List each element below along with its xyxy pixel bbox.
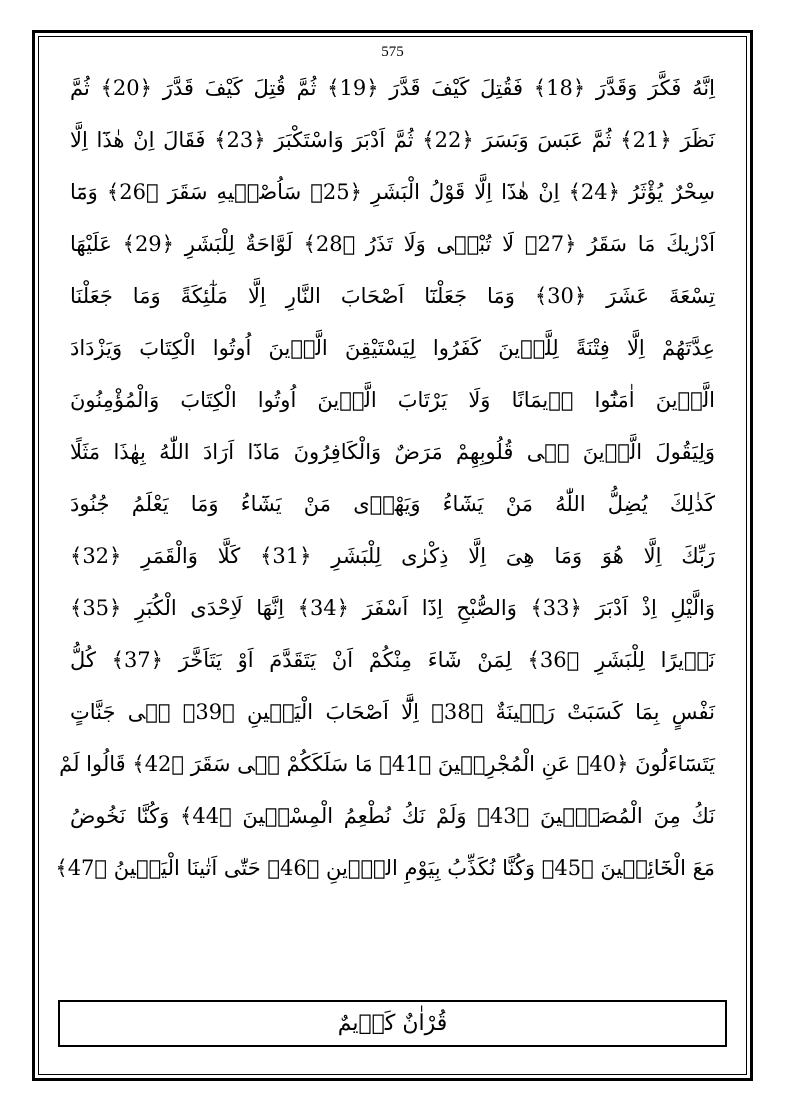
text-line-10: رَبِّكَ اِلَّا هُوَ وَمَا هِىَ اِلَّا ذِكْرٰى لِلْبَشَرِ ﴿31﴾ كَلَّا وَالْقَمَرِ ﴿32﴾ [70, 544, 716, 568]
text-line-5: تِسْعَةَ عَشَرَ ﴿30﴾ وَمَا جَعَلْنَٓا اَصْحَابَ النَّارِ اِلَّا مَلٰٓئِكَةً وَمَا جَعَلْنَا [70, 284, 715, 308]
text-line-16: مَعَ الْخَٓائِضٖينَ ﴿45﴾ وَكُنَّا نُكَذِّبُ بِيَوْمِ الدّٖينِ ﴿46﴾ حَتّٰى اَتٰينَا الْيَقٖينُ ﴿47﴾ [55, 856, 715, 880]
text-line-1: اِنَّهُ فَكَّرَ وَقَدَّرَ ﴿18﴾ فَقُتِلَ كَيْفَ قَدَّرَ ﴿19﴾ ثُمَّ قُتِلَ كَيْفَ قَدَّرَ ﴿20﴾ ثُمَّ [70, 76, 715, 100]
text-line-9: كَذٰلِكَ يُضِلُّ اللّٰهُ مَنْ يَشَٓاءُ وَيَهْدٖى مَنْ يَشَٓاءُ وَمَا يَعْلَمُ جُنُودَ [70, 492, 715, 516]
quran-text-block [55, 62, 716, 894]
text-line-3: سِحْرٌ يُؤْثَرُ ﴿24﴾ اِنْ هٰذَٓا اِلَّا قَوْلُ الْبَشَرِ ﴿25﴾ سَاُصْلٖيهِ سَقَرَ ﴿26﴾ وَمَٓا [70, 180, 715, 204]
text-line-12: نَذٖيرًا لِلْبَشَرِ ﴿36﴾ لِمَنْ شَٓاءَ مِنْكُمْ اَنْ يَتَقَدَّمَ اَوْ يَتَاَخَّرَ ﴿37﴾ كُلُّ [70, 648, 715, 672]
text-line-6: عِدَّتَهُمْ اِلَّا فِتْنَةً لِلَّذٖينَ كَفَرُوا لِيَسْتَيْقِنَ الَّذٖينَ اُوتُوا الْكِتَابَ وَيَزْدَادَ [70, 336, 715, 360]
footer-title-box [58, 1000, 727, 1047]
text-line-8: وَلِيَقُولَ الَّذٖينَ فٖى قُلُوبِهِمْ مَرَضٌ وَالْكَافِرُونَ مَاذَٓا اَرَادَ اللّٰهُ بِهٰذَا مَثَلًا [70, 440, 715, 464]
text-line-2: نَظَرَ ﴿21﴾ ثُمَّ عَبَسَ وَبَسَرَ ﴿22﴾ ثُمَّ اَدْبَرَ وَاسْتَكْبَرَ ﴿23﴾ فَقَالَ اِنْ هٰذَٓا اِلَّا [70, 128, 716, 152]
page-number: 575 [381, 44, 404, 60]
text-line-11: وَالَّيْلِ اِذْ اَدْبَرَ ﴿33﴾ وَالصُّبْحِ اِذَٓا اَسْفَرَ ﴿34﴾ اِنَّهَا لَاِحْدَى الْكُبَرِ ﴿35﴾ [70, 596, 716, 620]
text-line-13: نَفْسٍ بِمَا كَسَبَتْ رَهٖينَةٌ ﴿38﴾ اِلَّٓا اَصْحَابَ الْيَمٖينِ ﴿39﴾ فٖى جَنَّاتٍ [70, 700, 715, 724]
text-line-15: نَكُ مِنَ الْمُصَلّٖينَ ﴿43﴾ وَلَمْ نَكُ نُطْعِمُ الْمِسْكٖينَ ﴿44﴾ وَكُنَّا نَخُوضُ [70, 804, 715, 828]
footer-title: قُرْاٰنٌ كَرٖيمٌ [337, 1011, 448, 1036]
text-line-4: اَدْرٰيكَ مَا سَقَرُ ﴿27﴾ لَا تُبْقٖى وَلَا تَذَرُ ﴿28﴾ لَوَّاحَةٌ لِلْبَشَرِ ﴿29﴾ عَلَيْهَا [70, 232, 716, 256]
text-line-7: الَّذٖينَ اٰمَنُٓوا اٖيمَانًا وَلَا يَرْتَابَ الَّذٖينَ اُوتُوا الْكِتَابَ وَالْمُؤْمِنُونَ [70, 388, 715, 412]
text-line-14: يَتَسَٓاءَلُونَ ﴿40﴾ عَنِ الْمُجْرِمٖينَ ﴿41﴾ مَا سَلَكَكُمْ فٖى سَقَرَ ﴿42﴾ قَالُوا لَمْ [59, 752, 715, 776]
